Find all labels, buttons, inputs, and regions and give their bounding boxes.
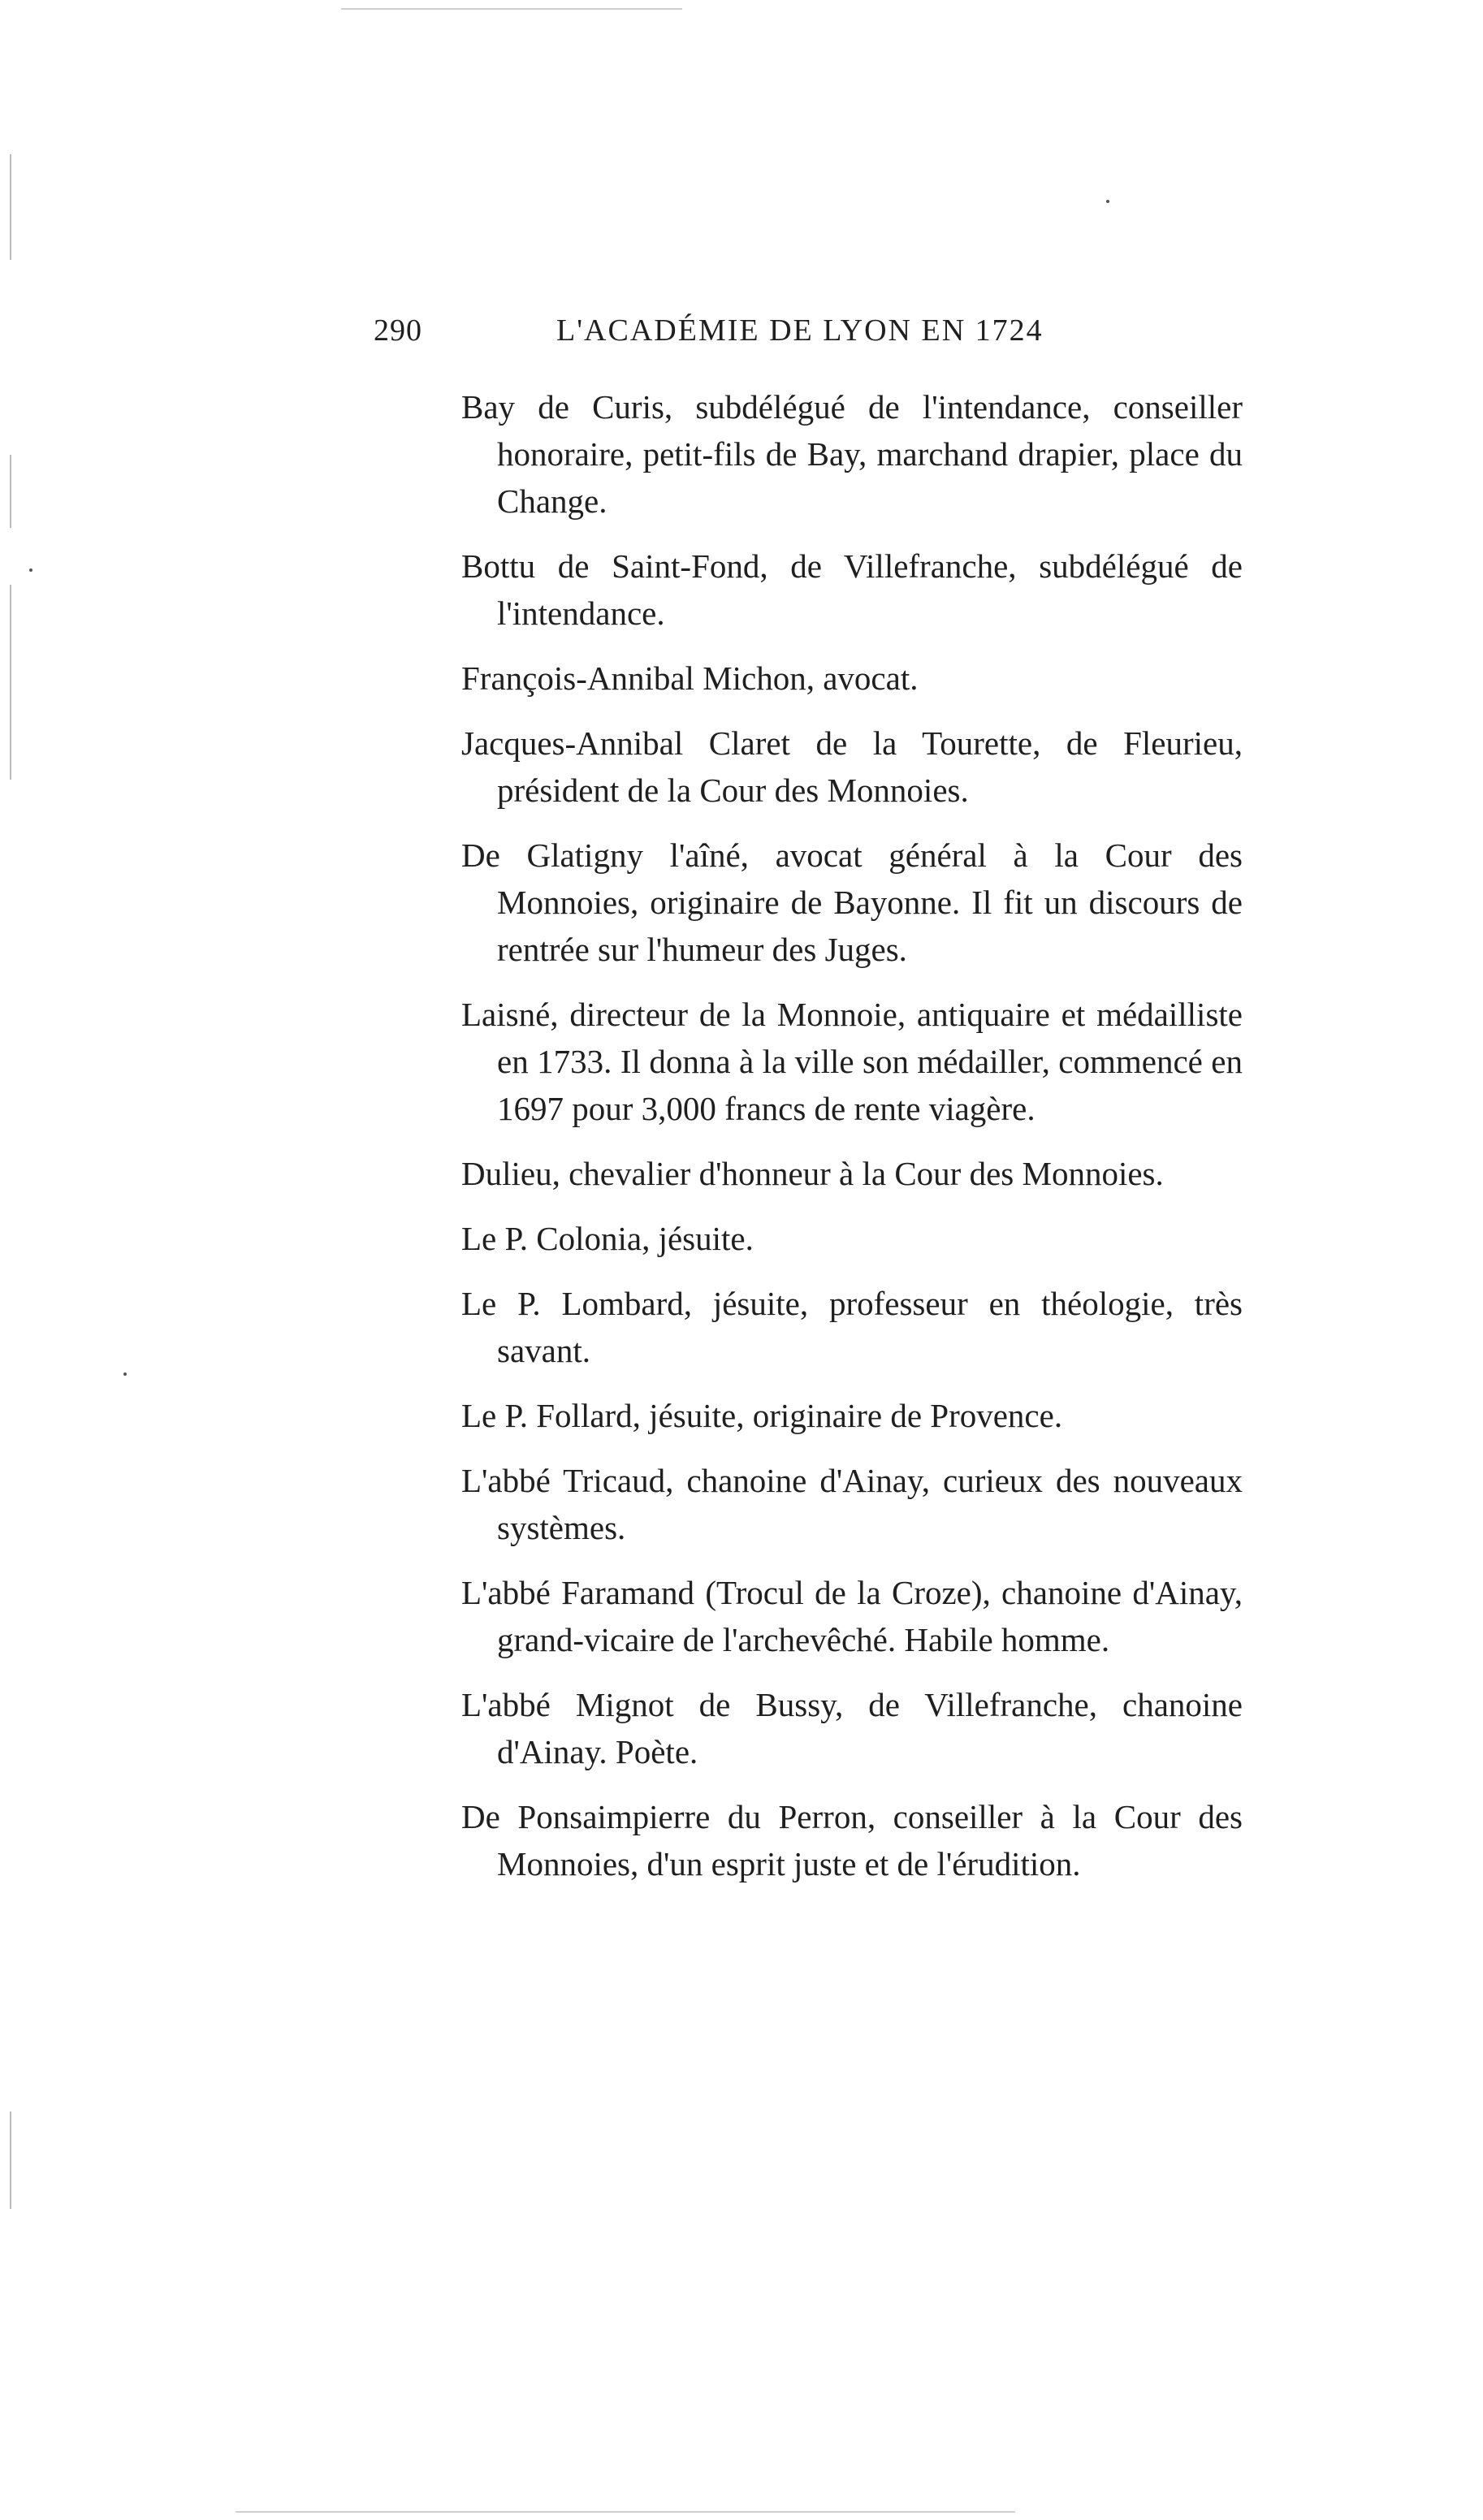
page-number: 290	[374, 313, 422, 348]
list-entry: De Glatigny l'aîné, avocat général à la Cour des Monnoies, originaire de Bayonne. Il fit un discours de rentrée sur l'humeur des Juges.	[461, 836, 1243, 968]
list-entry: L'abbé Faramand (Trocul de la Croze), chanoine d'Ainay, grand-vicaire de l'archevêché. Habile homme.	[461, 1574, 1243, 1658]
list-entry: François-Annibal Michon, avocat.	[461, 659, 919, 697]
list-entry: Jacques-Annibal Claret de la Tourette, de Fleurieu, président de la Cour des Monnoies.	[461, 724, 1243, 809]
list-entry: Laisné, directeur de la Monnoie, antiquaire et médailliste en 1733. Il donna à la ville son médailler, commencé en 1697 pour 3,000 francs de rente viagère.	[461, 996, 1243, 1127]
scan-edge-mark	[10, 455, 11, 528]
scan-top-line	[341, 8, 682, 10]
list-entry: Bay de Curis, subdélégué de l'intendance, conseiller honoraire, petit-fils de Bay, marchand drapier, place du Change.	[461, 388, 1243, 520]
list-entry: Le P. Colonia, jésuite.	[461, 1220, 754, 1257]
list-entry: De Ponsaimpierre du Perron, conseiller à la Cour des Monnoies, d'un esprit juste et de l'érudition.	[461, 1798, 1243, 1882]
scan-bottom-line	[236, 2511, 1015, 2513]
list-entry: L'abbé Mignot de Bussy, de Villefranche, chanoine d'Ainay. Poète.	[461, 1686, 1243, 1770]
list-entry: L'abbé Tricaud, chanoine d'Ainay, curieux des nouveaux systèmes.	[461, 1462, 1243, 1546]
running-head	[374, 313, 1251, 361]
list-entry: Dulieu, chevalier d'honneur à la Cour des Monnoies.	[461, 1155, 1164, 1192]
list-entry: Le P. Lombard, jésuite, professeur en théologie, très savant.	[461, 1285, 1243, 1369]
ink-speck	[29, 568, 32, 572]
scan-edge-mark	[10, 154, 11, 260]
scan-edge-mark	[10, 2112, 11, 2209]
scan-edge-mark	[10, 585, 11, 780]
list-entry: Le P. Follard, jésuite, originaire de Provence.	[461, 1397, 1063, 1434]
list-entry: Bottu de Saint-Fond, de Villefranche, subdélégué de l'intendance.	[461, 547, 1243, 632]
ink-speck	[1106, 200, 1109, 203]
running-title: L'ACADÉMIE DE LYON EN 1724	[556, 313, 1044, 348]
member-list	[461, 383, 1243, 1905]
ink-speck	[123, 1372, 127, 1376]
